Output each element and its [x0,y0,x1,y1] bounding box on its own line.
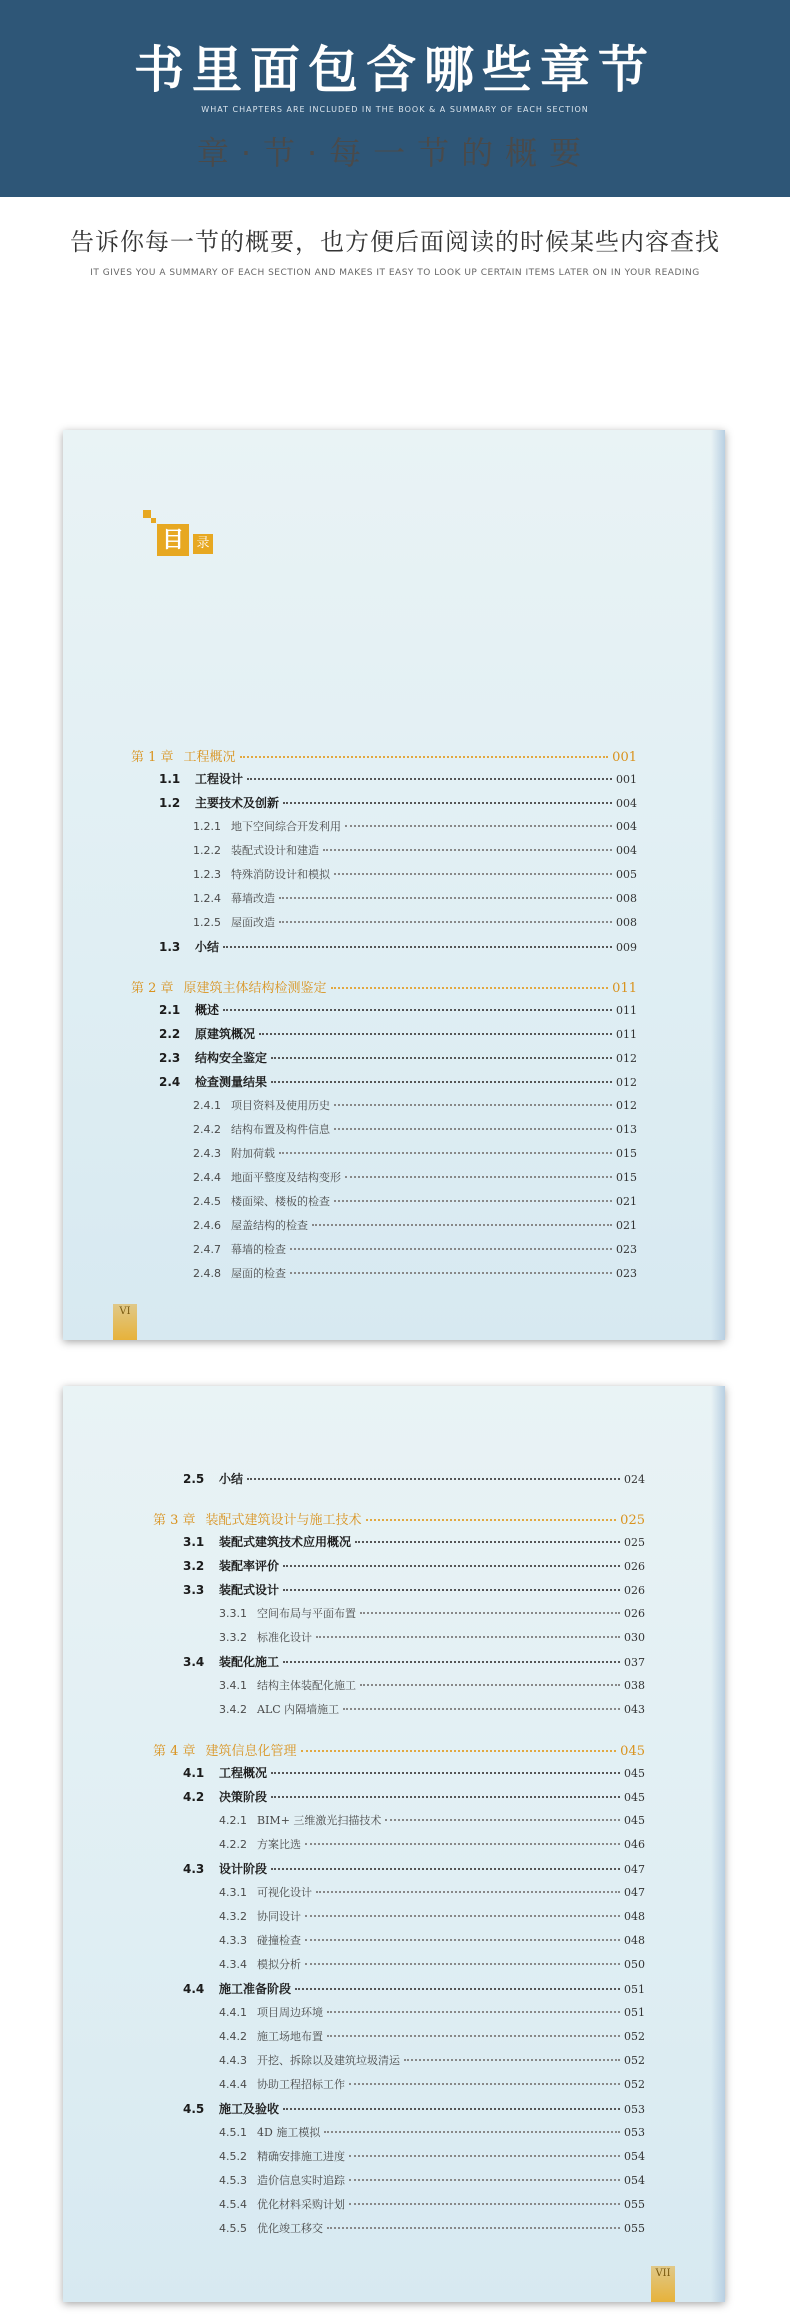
toc-subsection-row [219,2220,645,2236]
contents-logo-char: 目 [157,524,189,556]
toc-number: 2.1 [159,1003,181,1017]
banner-subtitle: 章·节·每一节的概要 [196,134,594,172]
toc-subsection-row [219,2028,645,2044]
toc-title: 附加荷载 [231,1147,275,1160]
toc-leader-dots [323,849,612,851]
toc-title: 施工场地布置 [257,2030,323,2043]
toc-number: 4.5 [183,2102,205,2116]
toc-number: 4.3.4 [219,1958,247,1971]
toc-page-2 [63,1386,725,2302]
toc-subsection-row [219,1908,645,1924]
toc-section-row [183,1470,645,1487]
toc-leader-dots [283,1565,620,1567]
toc-section-row [159,1025,637,1042]
toc-page-number: 045 [620,1744,645,1759]
toc-title: 方案比选 [257,1838,301,1851]
toc-number: 1.3 [159,940,181,954]
toc-number: 2.4.6 [193,1219,221,1232]
toc-leader-dots [283,2108,620,2110]
toc-page-number: 008 [616,892,637,905]
toc-page-number: 045 [624,1814,645,1827]
toc-number: 2.5 [183,1472,205,1486]
toc-title: 检查测量结果 [195,1075,268,1089]
toc-subsection-row [219,2148,645,2164]
toc-title: 工程设计 [195,772,244,786]
toc-title: 造价信息实时追踪 [257,2174,345,2187]
toc-number: 4.3.3 [219,1934,247,1947]
toc-title: 工程概况 [183,750,236,765]
toc-page-number: 025 [624,1536,645,1549]
toc-page-number: 037 [624,1656,645,1669]
toc-subsection-row [219,1605,645,1621]
toc-leader-dots [271,1772,620,1774]
toc-leader-dots [295,1988,620,1990]
toc-subsection-row [219,2124,645,2140]
toc-page-number: 053 [624,2126,645,2139]
toc-number: 4.4.4 [219,2078,247,2091]
toc-number: 4.5.1 [219,2126,247,2139]
toc-title: 地面平整度及结构变形 [231,1171,341,1184]
toc-title: 主要技术及创新 [195,796,280,810]
toc-subsection-row [193,890,637,906]
toc-title: 原建筑概况 [195,1027,256,1041]
toc-number: 4.5.5 [219,2222,247,2235]
toc-number: 4.4.2 [219,2030,247,2043]
toc-title: 结构主体装配化施工 [257,1679,356,1692]
toc-page-number: 021 [616,1195,637,1208]
toc-title: 协同设计 [257,1910,301,1923]
toc-number: 4.2.2 [219,1838,247,1851]
toc-page-number: 026 [624,1584,645,1597]
toc-leader-dots [404,2059,620,2061]
toc-page-number: 023 [616,1243,637,1256]
toc-section-row [183,1860,645,1877]
toc-number: 4.3.2 [219,1910,247,1923]
toc-section-row [159,770,637,787]
toc-page-number: 013 [616,1123,637,1136]
toc-subsection-row [219,1836,645,1852]
toc-number: 2.4.7 [193,1243,221,1256]
toc-title: 施工及验收 [219,2102,280,2116]
toc-number: 1.2.3 [193,868,221,881]
toc-title: 装配式设计 [219,1583,280,1597]
toc-title: 结构安全鉴定 [195,1051,268,1065]
toc-title: 小结 [195,940,220,954]
toc-title: 屋盖结构的检查 [231,1219,308,1232]
toc-leader-dots [283,1589,620,1591]
toc-title: 幕墙改造 [231,892,275,905]
toc-title: 屋面的检查 [231,1267,286,1280]
toc-title: 空间布局与平面布置 [257,1607,356,1620]
toc-leader-dots [316,1636,620,1638]
toc-section-row [183,2100,645,2117]
toc-title: 项目周边环境 [257,2006,323,2019]
toc-page-number: 005 [616,868,637,881]
toc-leader-dots [355,1541,620,1543]
toc-leader-dots [240,756,609,758]
toc-number: 4.5.4 [219,2198,247,2211]
toc-number: 3.2 [183,1559,205,1573]
toc-page-number: 008 [616,916,637,929]
toc-leader-dots [345,825,612,827]
toc-number: 3.3.2 [219,1631,247,1644]
banner-title: 书里面包含哪些章节 [134,40,656,99]
toc-number: 1.2.2 [193,844,221,857]
toc-leader-dots [305,1939,620,1941]
toc-title: 结构布置及构件信息 [231,1123,330,1136]
toc-section-row [159,794,637,811]
toc-number: 3.4.2 [219,1703,247,1716]
toc-title: 精确安排施工进度 [257,2150,345,2163]
toc-number: 3.3 [183,1583,205,1597]
toc-title: 屋面改造 [231,916,275,929]
toc-number: 4.4 [183,1982,205,1996]
toc-leader-dots [334,873,612,875]
toc-leader-dots [283,802,612,804]
toc-page-number: 015 [616,1171,637,1184]
toc-leader-dots [271,1796,620,1798]
toc-page-number: 021 [616,1219,637,1232]
toc-page-number: 047 [624,1886,645,1899]
toc-title: ALC 内隔墙施工 [257,1703,340,1716]
toc-number: 2.4.8 [193,1267,221,1280]
toc-page-number: 026 [624,1560,645,1573]
toc-section-row [183,1533,645,1550]
toc-section-row [183,1980,645,1997]
toc-number: 2.4 [159,1075,181,1089]
toc-title: 优化材料采购计划 [257,2198,345,2211]
toc-leader-dots [259,1033,612,1035]
toc-title: 标准化设计 [257,1631,312,1644]
toc-title: 装配式建筑设计与施工技术 [205,1513,362,1528]
toc-number: 3.4 [183,1655,205,1669]
toc-number: 3.3.1 [219,1607,247,1620]
toc-title: 碰撞检查 [257,1934,301,1947]
toc-leader-dots [324,2131,620,2133]
toc-number: 4.4.1 [219,2006,247,2019]
toc-page-number: 012 [616,1099,637,1112]
toc-subsection-row [219,2076,645,2092]
toc-page-number: 055 [624,2198,645,2211]
toc-leader-dots [312,1224,612,1226]
toc-leader-dots [343,1708,620,1710]
toc-subsection-row [219,2196,645,2212]
toc-page-number: 048 [624,1934,645,1947]
toc-title: 地下空间综合开发利用 [231,820,341,833]
toc-leader-dots [327,2011,620,2013]
toc-page-number: 046 [624,1838,645,1851]
toc-number: 4.2.1 [219,1814,247,1827]
toc-leader-dots [345,1176,612,1178]
toc-subsection-row [193,1169,637,1185]
toc-number: 第 3 章 [153,1513,196,1528]
toc-title: 概述 [195,1003,220,1017]
toc-number: 3.1 [183,1535,205,1549]
toc-title: 施工准备阶段 [219,1982,292,1996]
toc-page-number: 026 [624,1607,645,1620]
toc-leader-dots [334,1128,612,1130]
toc-leader-dots [349,2155,620,2157]
toc-title: 楼面梁、楼板的检查 [231,1195,330,1208]
toc-page-number: 054 [624,2174,645,2187]
toc-page-number: 024 [624,1473,645,1486]
toc-number: 第 2 章 [131,981,174,996]
toc-page-number: 052 [624,2030,645,2043]
toc-page-number: 001 [612,750,637,765]
toc-number: 1.2.4 [193,892,221,905]
toc-leader-dots [247,778,612,780]
toc-number: 4.1 [183,1766,205,1780]
page-number: VII [651,2266,675,2302]
toc-subsection-row [193,818,637,834]
toc-subsection-row [219,2172,645,2188]
toc-subsection-row [193,1145,637,1161]
toc-number: 1.2 [159,796,181,810]
toc-page-number: 011 [612,981,637,996]
toc-leader-dots [305,1843,620,1845]
toc-title: 开挖、拆除以及建筑垃圾清运 [257,2054,400,2067]
toc-leader-dots [271,1081,612,1083]
toc-page-number: 015 [616,1147,637,1160]
toc-subsection-row [193,866,637,882]
toc-subsection-row [219,1701,645,1717]
toc-chapter-row [153,1509,645,1528]
toc-page-number: 011 [616,1028,637,1041]
toc-title: 决策阶段 [219,1790,268,1804]
intro-text: 告诉你每一节的概要，也方便后面阅读的时候某些内容查找 [70,228,720,256]
toc-title: 工程概况 [219,1766,268,1780]
toc-page-1 [63,430,725,1340]
toc-section-row [183,1788,645,1805]
toc-number: 2.4.4 [193,1171,221,1184]
toc-leader-dots [385,1819,620,1821]
toc-title: 可视化设计 [257,1886,312,1899]
toc-title: 项目资料及使用历史 [231,1099,330,1112]
toc-leader-dots [271,1057,612,1059]
toc-leader-dots [305,1915,620,1917]
toc-title: 原建筑主体结构检测鉴定 [183,981,327,996]
toc-page-number: 011 [616,1004,637,1017]
toc-leader-dots [271,1868,620,1870]
toc-number: 第 1 章 [131,750,174,765]
toc-page-number: 004 [616,820,637,833]
toc-page-number: 047 [624,1863,645,1876]
contents-logo-char: 录 [193,534,213,554]
logo-square-decoration [143,510,151,518]
toc-title: 4D 施工模拟 [257,2126,321,2139]
toc-leader-dots [279,1152,612,1154]
toc-page-number: 048 [624,1910,645,1923]
toc-subsection-row [193,914,637,930]
toc-leader-dots [327,2035,620,2037]
logo-square-decoration [151,518,156,523]
page-number: VI [113,1304,137,1340]
toc-number: 2.4.1 [193,1099,221,1112]
toc-number: 3.4.1 [219,1679,247,1692]
toc-number: 4.4.3 [219,2054,247,2067]
toc-page-number: 023 [616,1267,637,1280]
header-banner [0,0,790,197]
toc-number: 2.2 [159,1027,181,1041]
toc-number: 1.2.5 [193,916,221,929]
toc-title: 优化竣工移交 [257,2222,323,2235]
toc-leader-dots [349,2179,620,2181]
toc-subsection-row [219,2004,645,2020]
toc-leader-dots [331,987,609,989]
toc-number: 第 4 章 [153,1744,196,1759]
toc-leader-dots [349,2203,620,2205]
toc-section-row [183,1764,645,1781]
toc-section-row [159,1001,637,1018]
toc-leader-dots [349,2083,620,2085]
toc-subsection-row [193,1193,637,1209]
toc-section-row [159,938,637,955]
toc-title: 模拟分析 [257,1958,301,1971]
toc-number: 1.2.1 [193,820,221,833]
toc-number: 4.5.3 [219,2174,247,2187]
toc-number: 1.1 [159,772,181,786]
toc-page-number: 050 [624,1958,645,1971]
toc-page-number: 052 [624,2054,645,2067]
toc-page-number: 009 [616,941,637,954]
toc-title: 装配式设计和建造 [231,844,319,857]
banner-subtitle-en: WHAT CHAPTERS ARE INCLUDED IN THE BOOK & A SUMMARY OF EACH SECTION [201,105,589,114]
toc-chapter-row [131,746,637,765]
toc-subsection-row [219,1932,645,1948]
intro-text-en: IT GIVES YOU A SUMMARY OF EACH SECTION AND MAKES IT EASY TO LOOK UP CERTAIN ITEMS LATER ON IN YOUR READING [90,268,700,278]
toc-number: 4.2 [183,1790,205,1804]
toc-subsection-row [193,1241,637,1257]
toc-number: 2.4.5 [193,1195,221,1208]
toc-page-number: 054 [624,2150,645,2163]
toc-page-number: 051 [624,1983,645,1996]
toc-leader-dots [247,1478,620,1480]
toc-subsection-row [193,1121,637,1137]
toc-section-row [159,1049,637,1066]
toc-title: 设计阶段 [219,1862,268,1876]
toc-subsection-row [219,1677,645,1693]
toc-title: 幕墙的检查 [231,1243,286,1256]
toc-leader-dots [334,1104,612,1106]
toc-leader-dots [360,1684,620,1686]
toc-page-number: 045 [624,1791,645,1804]
toc-number: 2.3 [159,1051,181,1065]
toc-subsection-row [219,1812,645,1828]
toc-title: 装配化施工 [219,1655,280,1669]
toc-leader-dots [223,1009,612,1011]
toc-number: 2.4.2 [193,1123,221,1136]
toc-leader-dots [279,921,612,923]
toc-page-number: 001 [616,773,637,786]
toc-subsection-row [193,1265,637,1281]
toc-title: 特殊消防设计和模拟 [231,868,330,881]
toc-page-number: 038 [624,1679,645,1692]
toc-chapter-row [131,977,637,996]
toc-page-number: 004 [616,844,637,857]
toc-leader-dots [334,1200,612,1202]
toc-title: 装配率评价 [219,1559,280,1573]
toc-page-number: 053 [624,2103,645,2116]
toc-subsection-row [219,2052,645,2068]
toc-leader-dots [301,1750,617,1752]
toc-page-number: 051 [624,2006,645,2019]
toc-leader-dots [290,1272,612,1274]
toc-page-number: 030 [624,1631,645,1644]
toc-subsection-row [219,1884,645,1900]
toc-leader-dots [223,946,612,948]
toc-subsection-row [193,1217,637,1233]
toc-page-number: 055 [624,2222,645,2235]
toc-leader-dots [290,1248,612,1250]
toc-page-number: 052 [624,2078,645,2091]
toc-page-number: 012 [616,1052,637,1065]
toc-leader-dots [305,1963,620,1965]
toc-leader-dots [327,2227,620,2229]
toc-leader-dots [360,1612,620,1614]
toc-leader-dots [366,1519,617,1521]
toc-page-number: 012 [616,1076,637,1089]
toc-section-row [183,1581,645,1598]
toc-number: 4.3.1 [219,1886,247,1899]
toc-section-row [159,1073,637,1090]
toc-number: 4.5.2 [219,2150,247,2163]
toc-leader-dots [279,897,612,899]
toc-chapter-row [153,1740,645,1759]
toc-section-row [183,1557,645,1574]
toc-leader-dots [283,1661,620,1663]
toc-title: 协助工程招标工作 [257,2078,345,2091]
toc-title: 小结 [219,1472,244,1486]
toc-subsection-row [193,1097,637,1113]
toc-page-number: 025 [620,1513,645,1528]
toc-number: 4.3 [183,1862,205,1876]
toc-leader-dots [316,1891,620,1893]
toc-subsection-row [219,1956,645,1972]
toc-page-number: 043 [624,1703,645,1716]
toc-title: 装配式建筑技术应用概况 [219,1535,352,1549]
toc-page-number: 004 [616,797,637,810]
toc-section-row [183,1653,645,1670]
toc-number: 2.4.3 [193,1147,221,1160]
toc-title: BIM+ 三维激光扫描技术 [257,1814,382,1827]
toc-title: 建筑信息化管理 [205,1744,297,1759]
toc-subsection-row [193,842,637,858]
toc-subsection-row [219,1629,645,1645]
toc-page-number: 045 [624,1767,645,1780]
